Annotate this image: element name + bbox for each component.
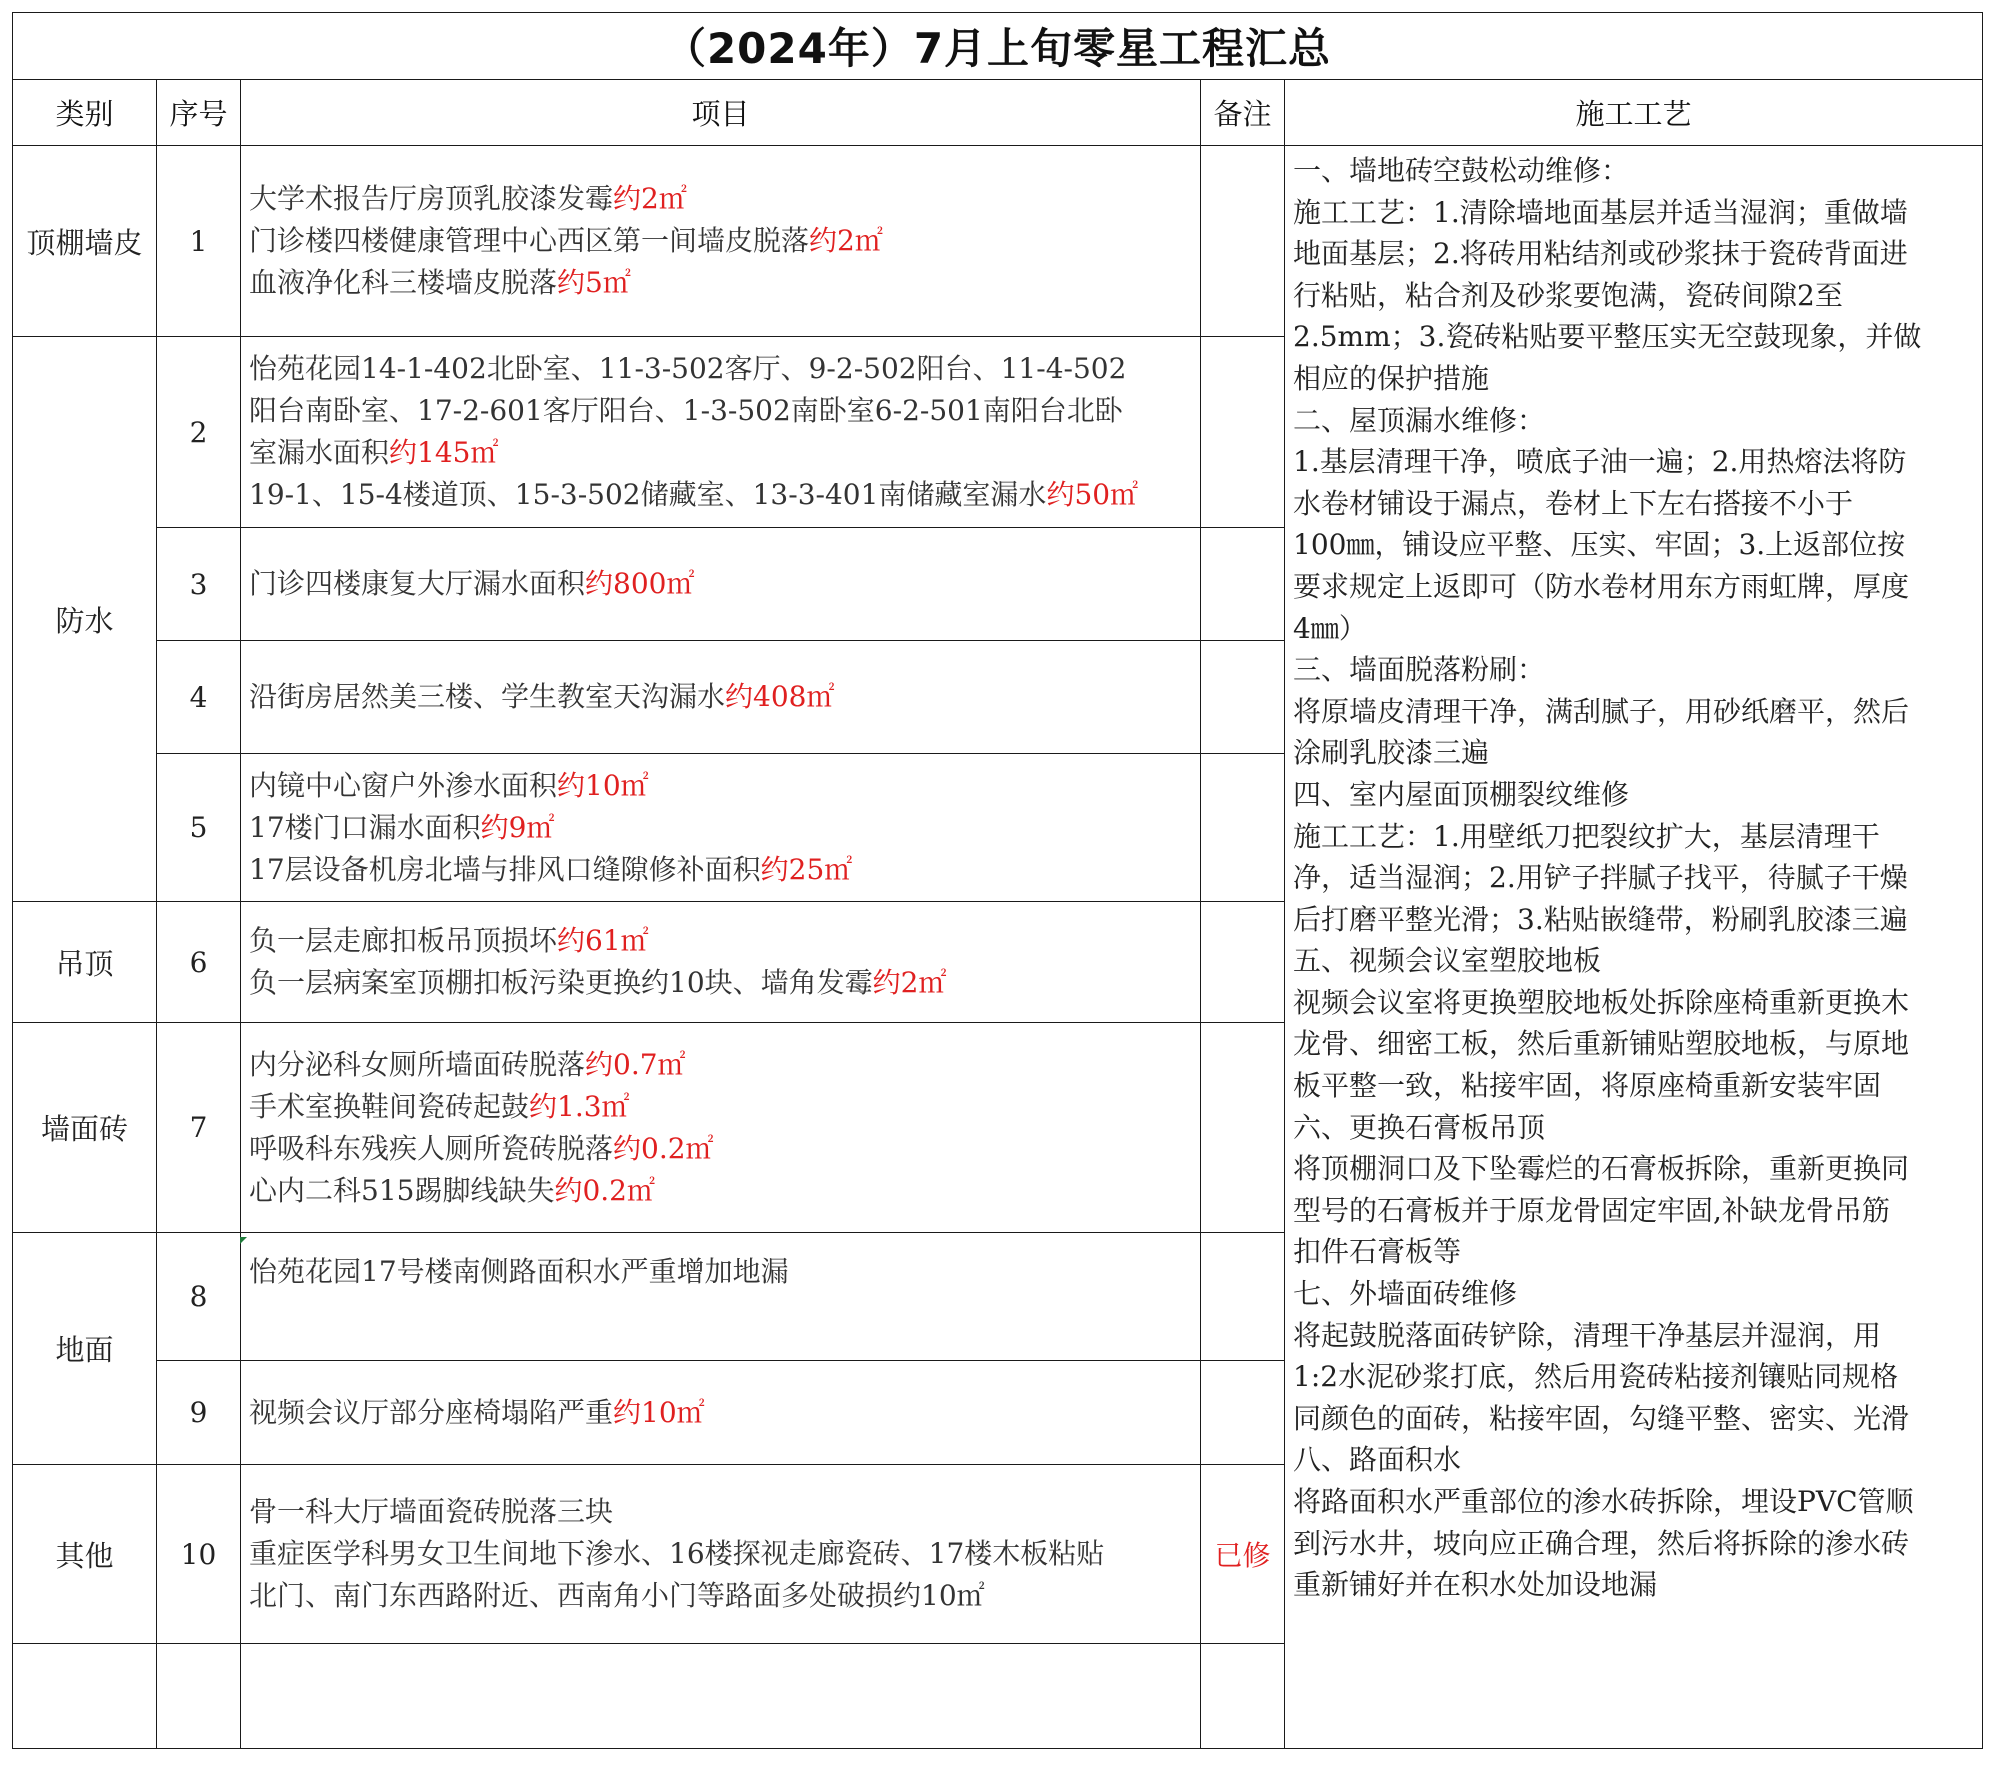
- process-line: 相应的保护措施: [1293, 361, 1490, 395]
- project-text: 大学术报告厅房顶乳胶漆发霉: [249, 182, 614, 215]
- project-line: [249, 849, 1200, 891]
- project-text: 血液净化科三楼墙皮脱落: [249, 266, 558, 299]
- process-line: 板平整一致，粘接牢固，将原座椅重新安装牢固: [1293, 1069, 1882, 1103]
- project-line: [249, 474, 1200, 516]
- project-text: 心内二科515踢脚线缺失: [249, 1173, 555, 1207]
- project-amount: 约25㎡: [760, 852, 853, 886]
- seq-cell: 8: [157, 1233, 241, 1361]
- note-cell: [1201, 1233, 1285, 1361]
- seq-cell: 7: [157, 1023, 241, 1233]
- process-line: 重新铺好并在积水处加设地漏: [1293, 1568, 1658, 1602]
- project-line: [249, 1170, 1200, 1212]
- category-cell: 顶棚墙皮: [13, 146, 157, 337]
- project-cell: [241, 528, 1201, 641]
- project-amount: 约9㎡: [480, 810, 555, 844]
- note-cell: [1201, 146, 1285, 337]
- project-cell: [241, 1465, 1201, 1644]
- project-line: [249, 1533, 1200, 1575]
- cell-comment-marker: [240, 1237, 247, 1244]
- project-amount: 约10㎡: [613, 1395, 705, 1429]
- summary-sheet: [12, 12, 1982, 1755]
- category-cell: 防水: [13, 337, 157, 902]
- project-line: [249, 1044, 1200, 1086]
- note-cell: [1201, 641, 1285, 754]
- empty-cell: [241, 1644, 1201, 1749]
- process-line: 三、墙面脱落粉刷：: [1293, 653, 1546, 687]
- project-line: [249, 178, 1200, 220]
- project-cell: [241, 337, 1201, 528]
- category-cell: 其他: [13, 1465, 157, 1644]
- note-cell: [1201, 1023, 1285, 1233]
- process-line: 地面基层；2.将砖用粘结剂或砂浆抹于瓷砖背面进: [1293, 237, 1908, 271]
- seq-cell: 3: [157, 528, 241, 641]
- project-line: [249, 807, 1200, 849]
- process-line: 五、视频会议室塑胶地板: [1293, 944, 1602, 978]
- note-cell: [1201, 902, 1285, 1023]
- project-text: 重症医学科男女卫生间地下渗水、16楼探视走廊瓷砖、17楼木板粘贴: [249, 1537, 1105, 1570]
- project-amount: 约800㎡: [585, 567, 695, 600]
- project-cell: [241, 902, 1201, 1023]
- process-line: 一、墙地砖空鼓松动维修：: [1293, 154, 1630, 187]
- note-cell: [1201, 1361, 1285, 1465]
- header-category: 类别: [13, 80, 157, 146]
- project-text: 沿街房居然美三楼、学生教室天沟漏水: [249, 680, 726, 713]
- seq-cell: 10: [157, 1465, 241, 1644]
- project-line: [249, 220, 1200, 262]
- process-line: 水卷材铺设于漏点，卷材上下左右搭接不小于: [1293, 486, 1854, 520]
- process-line: 要求规定上返即可（防水卷材用东方雨虹牌，厚度: [1293, 569, 1910, 603]
- process-line: 同颜色的面砖，粘接牢固，勾缝平整、密实、光滑: [1293, 1401, 1910, 1435]
- project-text: 视频会议厅部分座椅塌陷严重: [249, 1395, 614, 1429]
- process-line: 1:2水泥砂浆打底，然后用瓷砖粘接剂镶贴同规格: [1293, 1360, 1899, 1394]
- note-cell: [1201, 528, 1285, 641]
- project-text: 门诊四楼康复大厅漏水面积: [249, 567, 586, 600]
- project-text: 内镜中心窗户外渗水面积: [249, 768, 558, 802]
- project-cell: [241, 641, 1201, 754]
- project-line: [249, 676, 1200, 718]
- project-cell: [241, 1361, 1201, 1465]
- project-text: 17楼门口漏水面积: [249, 810, 481, 844]
- project-amount: 约2㎡: [872, 966, 947, 999]
- note-cell: [1201, 337, 1285, 528]
- summary-table: [12, 12, 1983, 1749]
- project-line: [249, 1575, 1200, 1617]
- project-amount: 约0.7㎡: [585, 1047, 686, 1081]
- process-line: 1.基层清理干净，喷底子油一遍；2.用热熔法将防: [1293, 445, 1907, 479]
- process-line: 将起鼓脱落面砖铲除，清理干净基层并湿润，用: [1293, 1318, 1882, 1352]
- repaired-note: 已修: [1201, 1465, 1285, 1644]
- project-amount: 约2㎡: [613, 182, 687, 215]
- project-line: [249, 1491, 1200, 1533]
- project-cell: [241, 146, 1201, 337]
- project-text: 怡苑花园14-1-402北卧室、11-3-502客厅、9-2-502阳台、11-4-502: [249, 352, 1127, 385]
- project-line: [249, 348, 1200, 390]
- process-line: 七、外墙面砖维修: [1293, 1277, 1518, 1311]
- process-line: 八、路面积水: [1293, 1443, 1462, 1477]
- process-line: 施工工艺：1.用壁纸刀把裂纹扩大，基层清理干: [1293, 819, 1880, 853]
- project-amount: 约408㎡: [725, 680, 835, 713]
- seq-cell: 1: [157, 146, 241, 337]
- project-line: [249, 765, 1200, 807]
- project-amount: 约0.2㎡: [613, 1131, 714, 1165]
- project-text: 怡苑花园17号楼南侧路面积水严重增加地漏: [249, 1255, 789, 1288]
- header-process: 施工工艺: [1285, 80, 1983, 146]
- process-line: 净，适当湿润；2.用铲子拌腻子找平，待腻子干燥: [1293, 861, 1908, 895]
- process-line: 龙骨、细密工板，然后重新铺贴塑胶地板，与原地: [1293, 1027, 1910, 1061]
- project-line: [249, 563, 1200, 605]
- process-line: 四、室内屋面顶棚裂纹维修: [1293, 777, 1630, 811]
- project-line: [249, 1251, 1200, 1293]
- process-line: 将原墙皮清理干净，满刮腻子，用砂纸磨平，然后: [1293, 694, 1910, 728]
- project-amount: 约61㎡: [557, 924, 649, 957]
- project-cell: [241, 1233, 1201, 1361]
- empty-cell: [13, 1644, 157, 1749]
- process-line: 视频会议室将更换塑胶地板处拆除座椅重新更换木: [1293, 985, 1910, 1019]
- seq-cell: 4: [157, 641, 241, 754]
- header-note: 备注: [1201, 80, 1285, 146]
- process-line: 六、更换石膏板吊顶: [1293, 1110, 1546, 1144]
- process-line: 型号的石膏板并于原龙骨固定牢固,补缺龙骨吊筋: [1293, 1193, 1890, 1227]
- process-cell: [1285, 146, 1983, 1749]
- seq-cell: 2: [157, 337, 241, 528]
- project-text: 负一层走廊扣板吊顶损坏: [249, 924, 558, 957]
- title-row: [13, 13, 1983, 80]
- process-line: 4㎜）: [1293, 611, 1367, 645]
- project-text: 19-1、15-4楼道顶、15-3-502储藏室、13-3-401南储藏室漏水: [249, 478, 1047, 511]
- empty-cell: [157, 1644, 241, 1749]
- sheet-title: （2024年）7月上旬零星工程汇总: [13, 13, 1983, 80]
- table-row: [13, 146, 1983, 337]
- project-amount: 约10㎡: [557, 768, 649, 802]
- process-line: 涂刷乳胶漆三遍: [1293, 736, 1490, 770]
- project-line: [249, 920, 1200, 962]
- project-text: 内分泌科女厕所墙面砖脱落: [249, 1047, 586, 1081]
- header-project: 项目: [241, 80, 1201, 146]
- process-line: 施工工艺：1.清除墙地面基层并适当湿润；重做墙: [1293, 195, 1908, 229]
- project-text: 呼吸科东残疾人厕所瓷砖脱落: [249, 1131, 614, 1165]
- process-line: 扣件石膏板等: [1293, 1235, 1462, 1269]
- process-line: 2.5mm；3.瓷砖粘贴要平整压实无空鼓现象，并做: [1293, 320, 1922, 354]
- empty-cell: [1201, 1644, 1285, 1749]
- process-line: 到污水井，坡向应正确合理，然后将拆除的渗水砖: [1293, 1526, 1910, 1560]
- seq-cell: 6: [157, 902, 241, 1023]
- project-line: [249, 432, 1200, 474]
- category-cell: 墙面砖: [13, 1023, 157, 1233]
- category-cell: 吊顶: [13, 902, 157, 1023]
- header-row: [13, 80, 1983, 146]
- process-line: 100㎜，铺设应平整、压实、牢固；3.上返部位按: [1293, 528, 1906, 562]
- category-cell: 地面: [13, 1233, 157, 1465]
- project-amount: 约2㎡: [809, 224, 883, 257]
- project-amount: 约5㎡: [557, 266, 631, 299]
- project-line: [249, 262, 1200, 304]
- process-line: 将顶棚洞口及下坠霉烂的石膏板拆除，重新更换同: [1293, 1152, 1910, 1186]
- project-line: [249, 962, 1200, 1004]
- header-seq: 序号: [157, 80, 241, 146]
- project-line: [249, 390, 1200, 432]
- project-amount: 约50㎡: [1046, 478, 1139, 511]
- project-text: 门诊楼四楼健康管理中心西区第一间墙皮脱落: [249, 224, 810, 257]
- project-cell: [241, 1023, 1201, 1233]
- process-line: 行粘贴，粘合剂及砂浆要饱满，瓷砖间隙2至: [1293, 278, 1843, 312]
- project-text: 负一层病案室顶棚扣板污染更换约10块、墙角发霉: [249, 966, 873, 999]
- seq-cell: 5: [157, 754, 241, 902]
- project-amount: 约1.3㎡: [529, 1089, 630, 1123]
- process-line: 二、屋顶漏水维修：: [1293, 403, 1546, 437]
- seq-cell: 9: [157, 1361, 241, 1465]
- project-line: [249, 1392, 1200, 1434]
- project-text: 手术室换鞋间瓷砖起鼓: [249, 1089, 530, 1123]
- project-text: 室漏水面积: [249, 436, 390, 469]
- project-amount: 约0.2㎡: [554, 1173, 655, 1207]
- project-text: 17层设备机房北墙与排风口缝隙修补面积: [249, 852, 761, 886]
- project-line: [249, 1086, 1200, 1128]
- project-line: [249, 1128, 1200, 1170]
- process-line: 后打磨平整光滑；3.粘贴嵌缝带，粉刷乳胶漆三遍: [1293, 902, 1908, 936]
- project-amount: 约145㎡: [389, 436, 499, 469]
- project-text: 骨一科大厅墙面瓷砖脱落三块: [249, 1495, 614, 1528]
- project-text: 北门、南门东西路附近、西南角小门等路面多处破损约10㎡: [249, 1579, 985, 1612]
- note-cell: [1201, 754, 1285, 902]
- project-text: 阳台南卧室、17-2-601客厅阳台、1-3-502南卧室6-2-501南阳台北卧: [249, 394, 1123, 427]
- process-line: 将路面积水严重部位的渗水砖拆除，埋设PVC管顺: [1293, 1485, 1914, 1518]
- project-cell: [241, 754, 1201, 902]
